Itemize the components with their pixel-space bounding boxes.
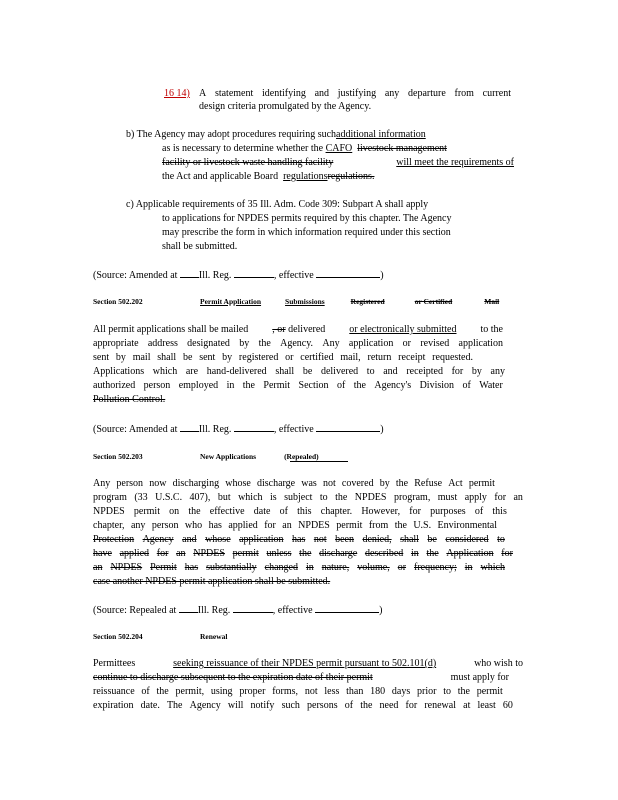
- word: apply: [464, 492, 487, 503]
- section-502-203-para-line1: [93, 478, 495, 490]
- word: registered: [238, 352, 279, 363]
- word: will: [227, 700, 244, 711]
- word: not: [322, 478, 336, 489]
- word: address: [147, 338, 178, 349]
- word: or: [397, 562, 407, 573]
- word: whose: [225, 478, 251, 489]
- word: Refuse: [414, 478, 443, 489]
- page-blank: [233, 603, 273, 613]
- word: but: [217, 492, 231, 503]
- word: delivered: [320, 366, 359, 377]
- word: using: [210, 686, 233, 697]
- word: Protection: [93, 534, 135, 545]
- word: in: [305, 562, 314, 573]
- word: which: [238, 492, 263, 503]
- word: to: [319, 492, 328, 503]
- item-c-line3: may prescribe the form in which information required under this section: [162, 227, 451, 238]
- word: to: [443, 686, 451, 697]
- word: employed: [178, 380, 219, 391]
- word: application: [239, 534, 284, 545]
- word: program,: [393, 492, 431, 503]
- word: statement: [214, 88, 254, 99]
- word: covered: [341, 478, 374, 489]
- word: which: [152, 366, 178, 377]
- word: NPDES: [298, 520, 330, 531]
- word: for: [264, 520, 276, 531]
- word: in: [410, 548, 419, 559]
- word: designated: [187, 338, 230, 349]
- word: on: [169, 506, 180, 517]
- word: considered: [445, 534, 489, 545]
- word: described: [364, 548, 404, 559]
- word: identifying: [262, 88, 306, 99]
- section-502-203-title: New Applications (Repealed): [200, 452, 319, 461]
- word: and: [314, 88, 330, 99]
- section-502-202-number: Section 502.202: [93, 297, 143, 306]
- section-502-204-para-line1: Permittees seeking reissuance of their NPDES permit pursuant to 502.101(d) who wish to: [93, 658, 523, 669]
- word: purposes: [430, 506, 466, 517]
- word: such: [281, 700, 300, 711]
- word: Application: [446, 548, 494, 559]
- item-c-line2: to applications for NPDES permits required by this chapter. The Agency: [162, 213, 452, 224]
- word: are: [185, 366, 199, 377]
- word: the: [395, 478, 409, 489]
- word: justifying: [337, 88, 377, 99]
- word: not: [313, 534, 327, 545]
- word: by: [222, 352, 233, 363]
- volume-blank: [179, 603, 198, 613]
- word: to: [366, 366, 375, 377]
- word: the: [457, 686, 470, 697]
- word: persons: [307, 700, 338, 711]
- word: However,: [361, 506, 401, 517]
- section-502-202-para-line2: [93, 338, 503, 350]
- word: an: [176, 548, 186, 559]
- word: hand-delivered: [206, 366, 267, 377]
- word: date: [253, 506, 271, 517]
- word: the: [394, 520, 407, 531]
- word: discharge: [256, 478, 296, 489]
- word: for: [451, 366, 464, 377]
- word: an: [513, 492, 523, 503]
- word: NPDES: [93, 506, 125, 517]
- word: return: [367, 352, 392, 363]
- word: application: [458, 338, 503, 349]
- word: program: [93, 492, 127, 503]
- word: permit: [133, 506, 160, 517]
- word: and: [182, 534, 197, 545]
- word: any: [384, 88, 400, 99]
- word: Agency: [189, 700, 221, 711]
- word: of: [474, 506, 484, 517]
- word: Agency: [142, 534, 174, 545]
- word: which: [480, 562, 505, 573]
- word: an: [282, 520, 292, 531]
- word: sent: [93, 352, 110, 363]
- word: discharging: [172, 478, 220, 489]
- word: or: [402, 338, 411, 349]
- word: volume,: [357, 562, 390, 573]
- word: revised: [420, 338, 450, 349]
- word: subject: [284, 492, 313, 503]
- word: days: [391, 686, 411, 697]
- word: Environmental: [437, 520, 497, 531]
- word: Permit: [150, 562, 177, 573]
- item-14-number: 16 14): [164, 88, 190, 99]
- word: 407),: [189, 492, 211, 503]
- word: 60: [502, 700, 513, 711]
- item-c-line1: c) Applicable requirements of 35 Ill. Adm. Code 309: Subpart A shall apply: [126, 199, 429, 210]
- word: whose: [205, 534, 231, 545]
- word: shall: [157, 352, 177, 363]
- word: from: [454, 88, 474, 99]
- section-502-202-para-line5: [93, 380, 503, 392]
- word: departure: [408, 88, 446, 99]
- word: least: [477, 700, 496, 711]
- item-14-line1: [199, 88, 511, 100]
- word: permit: [476, 686, 503, 697]
- word: have: [93, 548, 112, 559]
- word: expiration: [93, 700, 134, 711]
- section-502-203-para-line4: [93, 520, 497, 532]
- word: current: [482, 88, 511, 99]
- word: less: [324, 686, 340, 697]
- word: requested.: [432, 352, 473, 363]
- word: certified: [300, 352, 334, 363]
- word: need: [379, 700, 399, 711]
- section-502-202-para-line4: [93, 366, 505, 378]
- word: Permit: [263, 380, 291, 391]
- volume-blank: [180, 422, 199, 432]
- word: renewal: [424, 700, 456, 711]
- word: the: [335, 492, 348, 503]
- word: or: [285, 352, 294, 363]
- word: this: [492, 506, 507, 517]
- word: nature,: [321, 562, 350, 573]
- word: applied: [228, 520, 258, 531]
- word: permit,: [175, 686, 205, 697]
- word: notify: [250, 700, 275, 711]
- word: now: [149, 478, 167, 489]
- word: date.: [140, 700, 160, 711]
- word: not: [304, 686, 318, 697]
- word: NPDES: [193, 548, 225, 559]
- word: of: [336, 380, 346, 391]
- section-502-202-para-line3: [93, 352, 473, 364]
- section-502-204-number: Section 502.204: [93, 632, 143, 641]
- word: to: [497, 534, 505, 545]
- word: Agency's: [374, 380, 412, 391]
- word: Act: [448, 478, 463, 489]
- word: application: [348, 338, 394, 349]
- item-b-line1: b) The Agency may adopt procedures requiring suchadditional information: [126, 129, 426, 140]
- word: (33: [134, 492, 148, 503]
- word: appropriate: [93, 338, 139, 349]
- word: for: [494, 492, 507, 503]
- word: for: [409, 506, 421, 517]
- word: Agency.: [280, 338, 314, 349]
- item-b-line2: as is necessary to determine whether the CAFO livestock management: [162, 143, 447, 154]
- source-note-3: (Source: Repealed at Ill. Reg. , effective ): [93, 605, 383, 616]
- source-note-2: (Source: Amended at Ill. Reg. , effective ): [93, 424, 384, 435]
- page-blank: [234, 268, 274, 278]
- word: must: [437, 492, 458, 503]
- word: mail,: [340, 352, 361, 363]
- word: the: [258, 338, 271, 349]
- word: permit: [468, 478, 495, 489]
- word: by: [239, 338, 250, 349]
- volume-blank: [180, 268, 199, 278]
- word: an: [93, 562, 103, 573]
- word: the: [360, 700, 373, 711]
- word: shall: [275, 366, 295, 377]
- word: and: [383, 366, 398, 377]
- word: chapter,: [93, 520, 125, 531]
- word: be: [182, 352, 193, 363]
- section-502-203-number: Section 502.203: [93, 452, 143, 461]
- word: has: [208, 520, 222, 531]
- word: reissuance: [93, 686, 135, 697]
- word: chapter.: [320, 506, 353, 517]
- page-blank: [234, 422, 274, 432]
- word: 180: [370, 686, 386, 697]
- word: any: [490, 366, 505, 377]
- word: receipt: [398, 352, 426, 363]
- date-blank: [315, 603, 379, 613]
- word: The: [166, 700, 183, 711]
- word: by: [471, 366, 482, 377]
- word: in: [464, 562, 473, 573]
- word: sent: [199, 352, 216, 363]
- word: unless: [266, 548, 292, 559]
- word: from: [368, 520, 389, 531]
- word: this: [297, 506, 312, 517]
- word: be: [302, 366, 313, 377]
- word: changed: [264, 562, 298, 573]
- word: of: [279, 506, 288, 517]
- word: for: [501, 548, 513, 559]
- word: of: [344, 700, 354, 711]
- word: U.S.: [413, 520, 432, 531]
- word: forms,: [272, 686, 299, 697]
- word: has: [292, 534, 306, 545]
- word: of: [462, 380, 471, 391]
- section-502-203-para-line2: [93, 492, 523, 504]
- word: of: [141, 686, 150, 697]
- section-502-203-title-underline: [290, 461, 348, 462]
- word: the: [156, 686, 169, 697]
- item-14-line2: design criteria promulgated by the Agency.: [199, 101, 372, 112]
- word: shall: [400, 534, 419, 545]
- word: Section: [298, 380, 329, 391]
- word: been: [335, 534, 354, 545]
- word: A: [199, 88, 207, 99]
- source-note-1: (Source: Amended at Ill. Reg. , effective ): [93, 270, 384, 281]
- section-502-203-para-line8: case another NPDES permit application shall be submitted.: [93, 576, 331, 587]
- section-502-204-title: Renewal: [200, 632, 228, 641]
- section-502-202-para-line6: Pollution Control.: [93, 394, 166, 405]
- section-502-204-para-line2: continue to discharge subsequent to the expiration date of their permit must apply for: [93, 672, 509, 683]
- word: Water: [479, 380, 503, 391]
- word: the: [426, 548, 439, 559]
- word: prior: [416, 686, 437, 697]
- section-502-204-para-line4: [93, 700, 513, 712]
- section-502-202-para-line1: All permit applications shall be mailed , or delivered or electronically submitted to the: [93, 324, 503, 335]
- item-b-line4: the Act and applicable Board regulationsregulations.: [162, 171, 375, 182]
- section-502-203-para-line3: [93, 506, 507, 518]
- word: in: [226, 380, 235, 391]
- word: authorized: [93, 380, 136, 391]
- word: than: [346, 686, 364, 697]
- word: applied: [119, 548, 150, 559]
- word: the: [188, 506, 201, 517]
- word: denied,: [362, 534, 392, 545]
- word: permit: [232, 548, 259, 559]
- word: frequency;: [414, 562, 457, 573]
- section-502-203-para-line5: [93, 534, 505, 546]
- word: proper: [239, 686, 266, 697]
- word: person: [151, 520, 179, 531]
- word: Applications: [93, 366, 145, 377]
- word: for: [156, 548, 169, 559]
- word: be: [427, 534, 437, 545]
- word: by: [115, 352, 126, 363]
- word: Any: [93, 478, 111, 489]
- word: by: [379, 478, 390, 489]
- word: for: [405, 700, 418, 711]
- word: was: [301, 478, 317, 489]
- word: Any: [322, 338, 340, 349]
- word: person: [143, 380, 171, 391]
- word: mail: [132, 352, 151, 363]
- word: the: [242, 380, 255, 391]
- word: NPDES: [354, 492, 387, 503]
- word: person: [116, 478, 144, 489]
- word: has: [184, 562, 199, 573]
- date-blank: [316, 422, 380, 432]
- word: receipted: [406, 366, 443, 377]
- word: is: [269, 492, 277, 503]
- section-502-203-para-line7: [93, 562, 505, 574]
- word: NPDES: [110, 562, 143, 573]
- word: any: [130, 520, 146, 531]
- item-c-line4: shall be submitted.: [162, 241, 238, 252]
- word: substantially: [206, 562, 257, 573]
- section-502-202-title: Permit Application Submissions Registered or Certified Mail: [200, 297, 500, 306]
- word: permit: [336, 520, 363, 531]
- word: at: [463, 700, 471, 711]
- word: effective: [209, 506, 245, 517]
- word: the: [353, 380, 366, 391]
- word: who: [184, 520, 203, 531]
- word: discharge: [319, 548, 358, 559]
- section-502-203-para-line6: [93, 548, 513, 560]
- section-502-204-para-line3: [93, 686, 503, 698]
- word: U.S.C.: [155, 492, 183, 503]
- word: the: [299, 548, 312, 559]
- date-blank: [316, 268, 380, 278]
- item-b-line3: facility or livestock waste handling facility will meet the requirements of: [162, 157, 514, 168]
- word: Division: [419, 380, 455, 391]
